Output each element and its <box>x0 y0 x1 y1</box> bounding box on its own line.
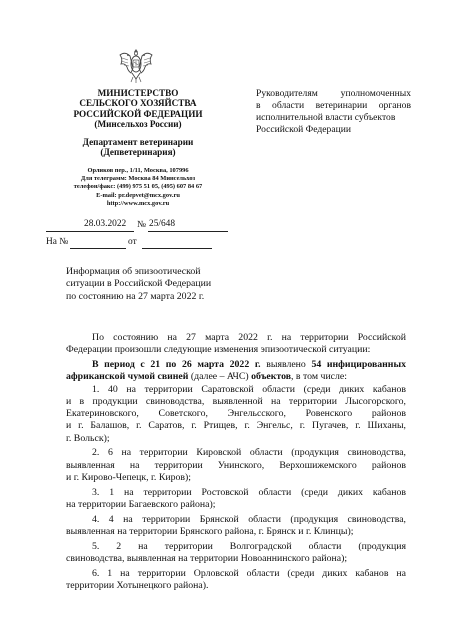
outbreak-count: 54 инфицированных <box>311 358 406 370</box>
department-name <box>48 137 228 158</box>
addressee-line: Руководителям уполномоченных <box>256 88 411 99</box>
disease-name: африканской чумой свиней <box>66 371 189 383</box>
item-1-line: и г. Балашов, г. Саратов, г. Ртищев, г. Энгельс, г. Пугачев, г. Шиханы, <box>66 420 406 432</box>
letter-subject <box>66 266 211 303</box>
addressee-line: исполнительной власти субъектов <box>256 112 396 123</box>
ministry-line: МИНИСТЕРСТВО <box>97 88 179 98</box>
intro-line: По состоянию на 27 марта 2022 г. на территории Российской <box>92 332 406 343</box>
telegram-line: Для телеграмм: Москва 84 Минсельхоз <box>80 175 196 183</box>
abbreviation-note: (далее – АЧС) <box>188 371 252 383</box>
item-3-line: 3. 1 на территории Ростовской области (среди диких кабанов <box>92 486 406 498</box>
document-date: 28.03.2022 <box>84 219 127 229</box>
department-line: Департамент ветеринарии <box>82 137 194 147</box>
item-4-line: выявленная на территории Брянского района, г. Брянск и г. Клинцы); <box>66 526 354 538</box>
addressee-line: в области ветеринарии органов <box>256 100 411 111</box>
period-dates: В период с 21 по 26 марта 2022 г. <box>92 358 261 370</box>
item-5-line: свиноводства, выявленная на территории Новоаннинского района); <box>66 553 348 564</box>
including-text: , в том числе: <box>291 371 347 383</box>
reference-date-label: от <box>128 237 137 247</box>
letter-body <box>66 332 406 592</box>
address-line: Орликов пер., 1/11, Москва, 107996 <box>87 167 189 174</box>
website-line: http://www.mcx.gov.ru <box>106 199 170 207</box>
intro-line: Федерации произошли следующие изменения эпизоотической ситуации: <box>66 344 371 356</box>
item-3-line: на территории Багаевского района); <box>66 499 216 511</box>
subject-line: по состоянию на 27 марта 2022 г. <box>66 290 205 302</box>
ministry-name <box>48 88 228 130</box>
coat-of-arms-emblem <box>119 46 153 84</box>
item-4-line: 4. 4 на территории Брянской области (продукция свиноводства, <box>92 513 406 525</box>
objects-word: объектов <box>251 371 292 383</box>
subject-line: ситуации в Российской Федерации <box>66 278 212 290</box>
contact-details <box>48 167 228 208</box>
subject-line: Информация об эпизоотической <box>66 266 201 277</box>
item-1-line: 1. 40 на территории Саратовской области (среди диких кабанов <box>92 383 406 395</box>
reference-number-blank <box>70 248 126 249</box>
email-line: E-mail: pr.depvet@mcx.gov.ru <box>96 191 180 199</box>
addressee-line: Российской Федерации <box>256 124 351 135</box>
date-underline <box>46 231 134 232</box>
period-summary-line <box>66 359 406 371</box>
item-2-line: и г. Кирово-Чепецк, г. Киров); <box>66 472 192 484</box>
number-underline <box>148 231 228 232</box>
item-1-line: г. Вольск); <box>66 432 110 444</box>
item-2-line: выявленная на территории Унинского, Верхошижемского районов <box>66 459 406 471</box>
ministry-line: (Минсельхоз России) <box>94 119 182 130</box>
item-5-line: 5. 2 на территории Волгоградской области (продукция <box>92 540 406 552</box>
document-number: 25/648 <box>149 219 176 229</box>
phone-fax-line: телефон/факс: (499) 975 51 05, (495) 607 84 67 <box>73 183 203 191</box>
item-2-line: 2. 6 на территории Кировской области (продукция свиноводства, <box>92 447 406 459</box>
item-6-line: территории Хотынецкого района). <box>66 579 209 591</box>
item-1-line: Екатериновского, Советского, Энгельсского, Ровенского районов <box>66 408 406 420</box>
reference-number-label: На № <box>46 237 69 247</box>
period-verb: выявлено <box>260 358 312 370</box>
item-6-line: 6. 1 на территории Орловской области (среди диких кабанов на <box>92 567 406 579</box>
ministry-line: СЕЛЬСКОГО ХОЗЯЙСТВА <box>79 98 197 109</box>
item-1-line: и в продукции свиноводства, выявленной на территории Лысогорского, <box>66 395 406 407</box>
ministry-line: РОССИЙСКОЙ ФЕДЕРАЦИИ <box>73 108 203 119</box>
period-summary-line <box>66 371 406 383</box>
department-line: (Депветеринария) <box>100 147 176 158</box>
number-sign: № <box>137 220 146 230</box>
reference-date-blank <box>142 248 212 249</box>
addressee-block <box>256 88 411 136</box>
